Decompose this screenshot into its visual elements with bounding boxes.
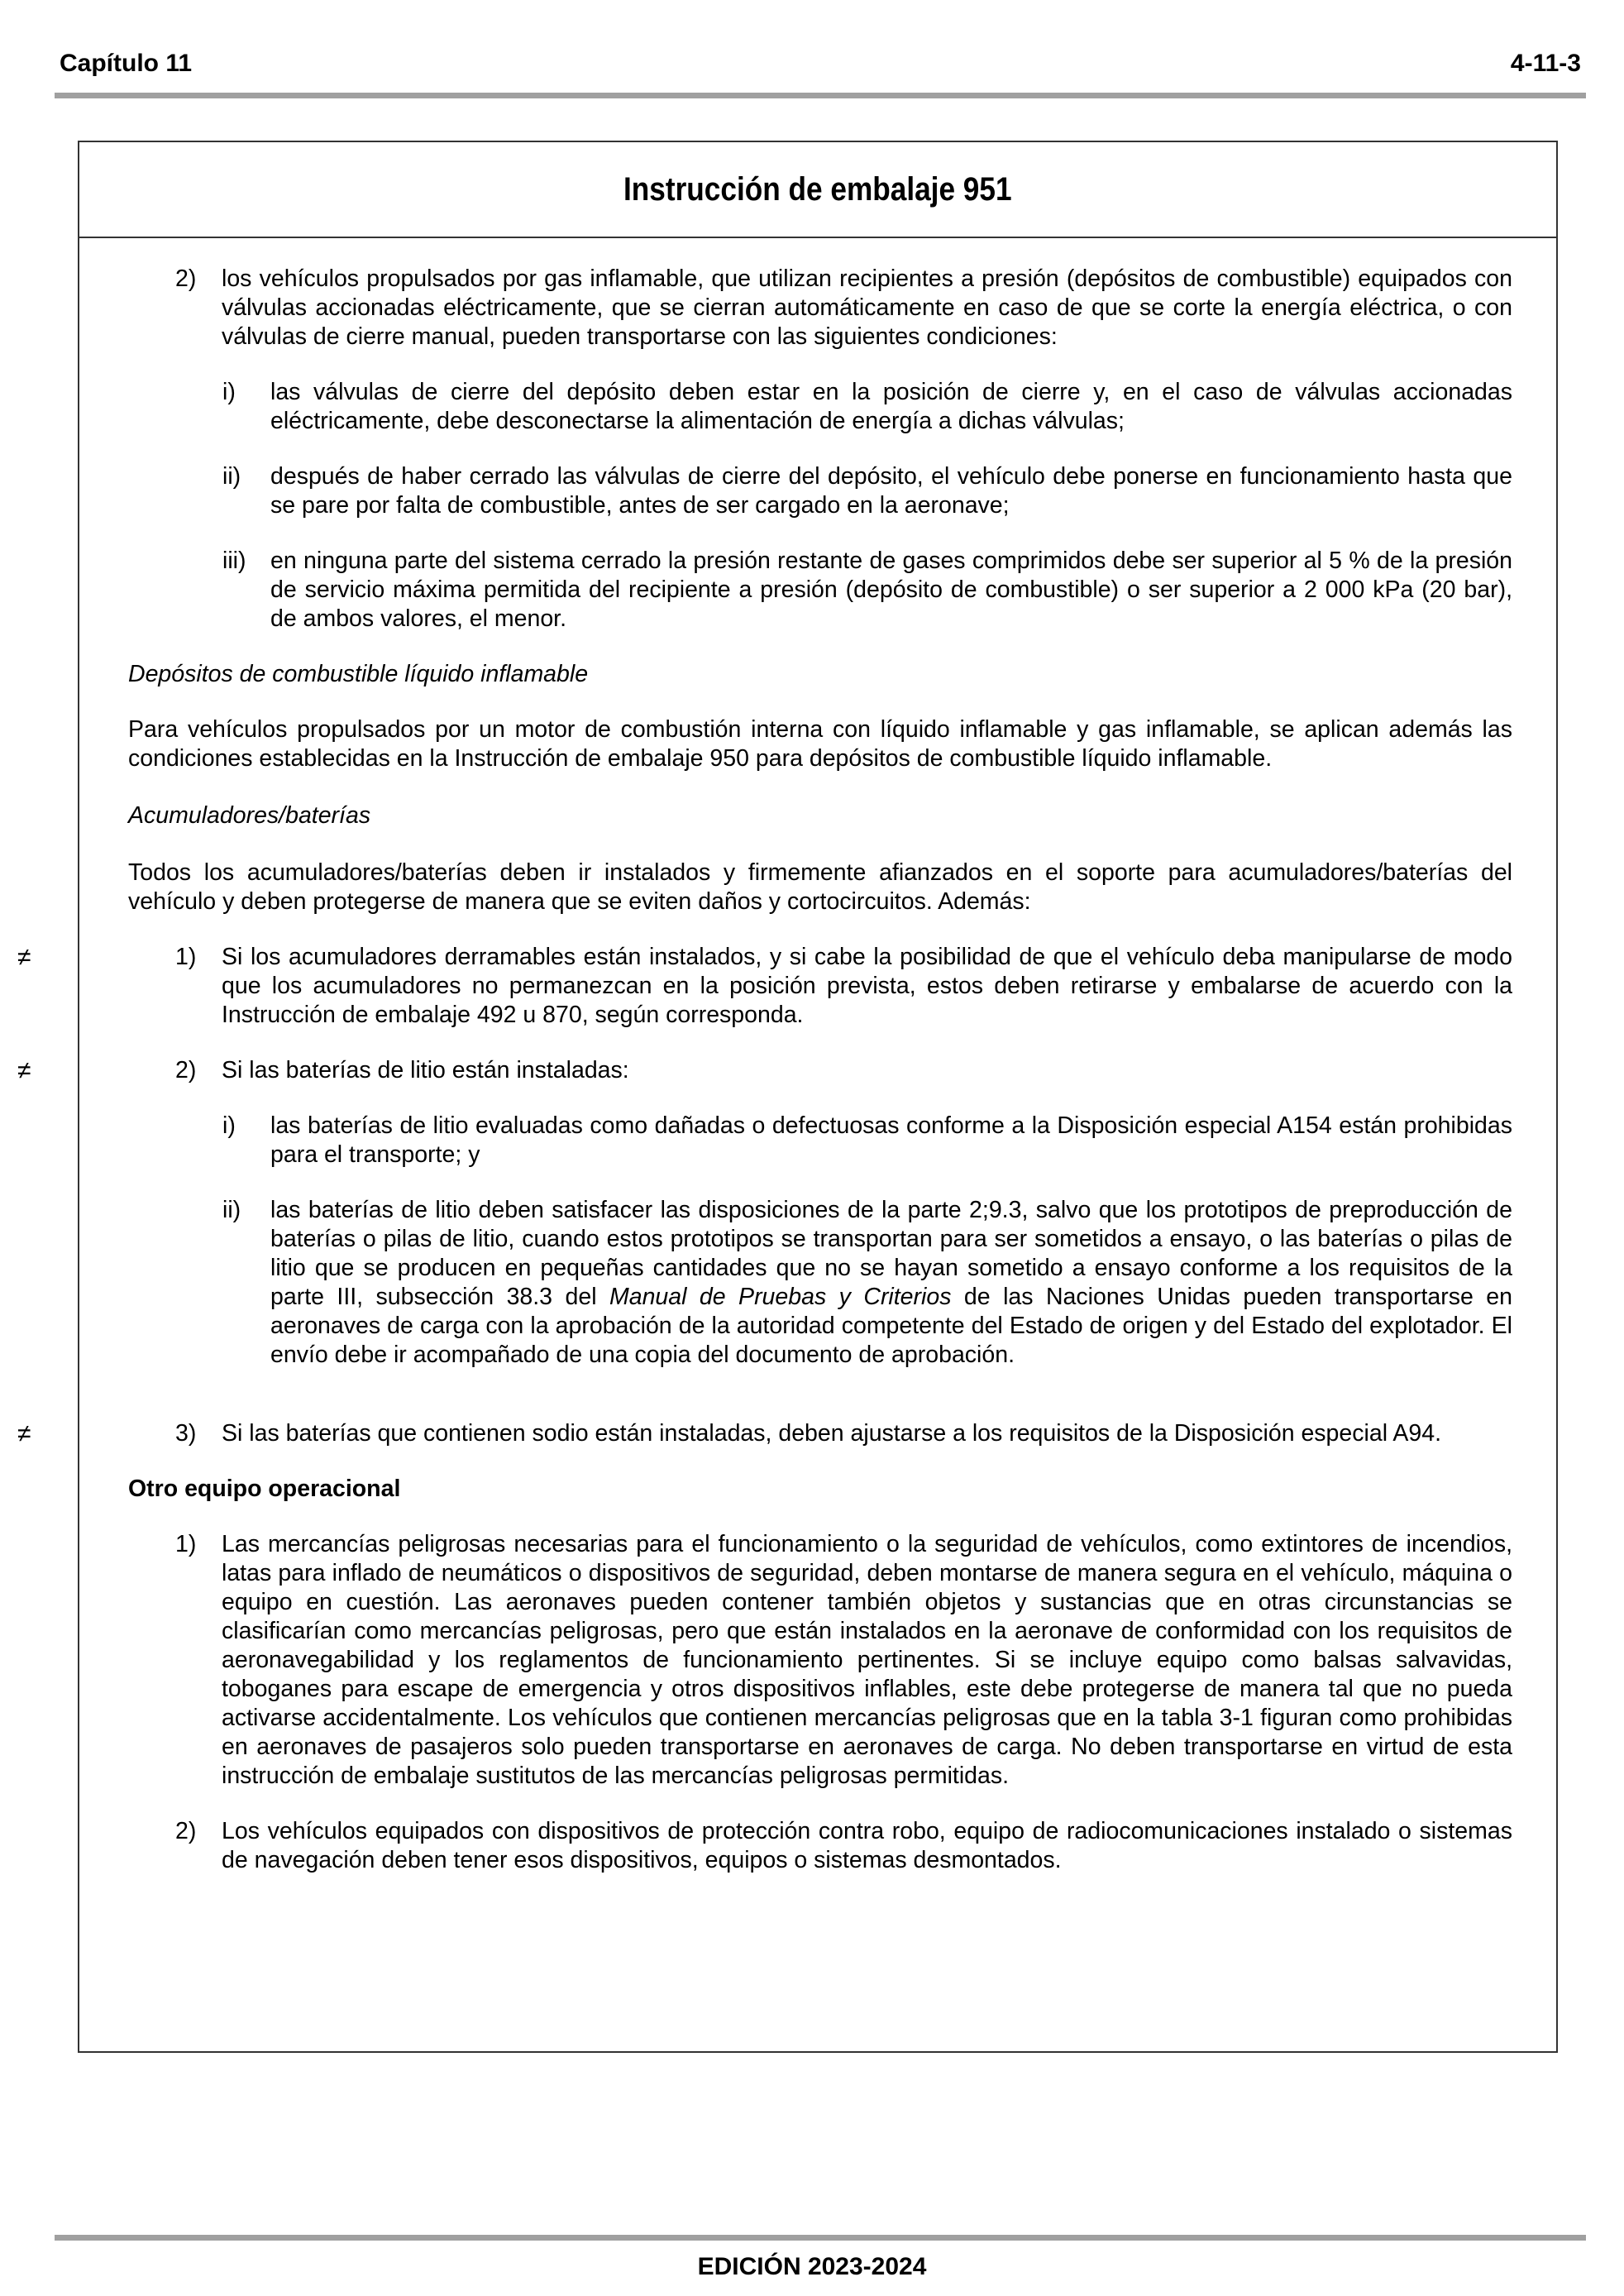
chapter-label: Capítulo 11 [60, 50, 193, 77]
edition-label: EDICIÓN 2023-2024 [697, 2253, 927, 2280]
header-rule [55, 93, 1586, 98]
list-item [128, 265, 1512, 352]
list-item [128, 1817, 1512, 1875]
item-text: Las mercancías peligrosas necesarias para el funcionamiento o la seguridad de vehículos, como extintores de incendios, latas para inflado de neumáticos o dispositivos de seguridad, deben montarse de manera segura en el vehículo, máquina o equipo en cuestión. Las aeronaves pueden contener también objetos y sustancias que en otras circunstancias se clasificarían como mercancías peligrosas, pero que están instalados en la aeronave de conformidad con los requisitos de aeronavegabilidad y los reglamentos de funcionamiento pertinentes. Si se incluye equipo como balsas salvavidas, toboganes para escape de emergencia y otros dispositivos inflables, este debe protegerse de manera tal que no pueda activarse accidentalmente. Los vehículos que contienen mercancías peligrosas que en la tabla 3-1 figuran como prohibidas en aeronaves de pasajeros solo pueden transportarse en aeronaves de carga. No deben transportarse en virtud de esta instrucción de embalaje sustitutos de las mercancías peligrosas permitidas. [222, 1531, 1512, 1789]
item-number: i) [222, 379, 236, 405]
item-number: 2) [175, 265, 197, 292]
section-heading-other-equipment: Otro equipo operacional [128, 1476, 401, 1502]
item-number: 1) [175, 1531, 197, 1557]
item-text: las baterías de litio evaluadas como dañadas o defectuosas conforme a la Disposición especial A154 están prohibidas para el transporte; y [270, 1112, 1512, 1168]
sub-list-item [128, 1196, 1512, 1370]
item-number: 2) [175, 1057, 197, 1083]
fuel-paragraph: Para vehículos propulsados por un motor de combustión interna con líquido inflamable y gas inflamable, se aplican además las condiciones establecidas en la Instrucción de embalaje 950 para depósitos de combustible líquido inflamable. [128, 716, 1512, 772]
instruction-body [17, 265, 1512, 1875]
change-mark: ≠ [17, 1057, 31, 1084]
item-text: después de haber cerrado las válvulas de cierre del depósito, el vehículo debe ponerse en funcionamiento hasta que se pare por falta de combustible, antes de ser cargado en la aeronave; [270, 463, 1512, 519]
instruction-title: Instrucción de embalaje 951 [623, 170, 1012, 208]
footer-rule [55, 2235, 1586, 2241]
change-mark: ≠ [17, 1420, 31, 1447]
instruction-box [17, 141, 1558, 2053]
item-text: Si las baterías de litio están instaladas: [222, 1057, 629, 1083]
item-text-part: de las Naciones Unidas pueden transportarse en aeronaves de carga con la aprobación de la autoridad competente del Estado de origen y del Estado del explotador. El envío debe ir acompañado de una copia del documento de aprobación. [270, 1284, 1512, 1368]
manual-title: Manual de Pruebas y Criterios [609, 1284, 952, 1310]
item-number: iii) [222, 548, 246, 574]
list-item [17, 943, 1512, 1030]
batteries-paragraph: Todos los acumuladores/baterías deben ir instalados y firmemente afianzados en el soporte para acumuladores/baterías del vehículo y deben protegerse de manera que se eviten daños y cortocircuitos. Además: [128, 859, 1512, 915]
item-text: Los vehículos equipados con dispositivos de protección contra robo, equipo de radiocomunicaciones instalado o sistemas de navegación deben tener esos dispositivos, equipos o sistemas desmontados. [222, 1818, 1512, 1873]
instruction-title-bar [79, 142, 1556, 238]
item-text: los vehículos propulsados por gas inflamable, que utilizan recipientes a presión (depósitos de combustible) equipados con válvulas accionadas eléctricamente, que se cierran automáticamente en caso de que se corte la energía eléctrica, o con válvulas de cierre manual, pueden transportarse con las siguientes condiciones: [222, 265, 1512, 350]
sub-list-item [128, 547, 1512, 634]
item-number: 3) [175, 1420, 197, 1447]
sub-list-item [128, 1112, 1512, 1170]
item-text: las válvulas de cierre del depósito deben estar en la posición de cierre y, en el caso de válvulas accionadas eléctricamente, debe desconectarse la alimentación de energía a dichas válvulas; [270, 379, 1512, 434]
item-text-part: las baterías de litio deben satisfacer las disposiciones de la parte 2;9.3, salvo que los prototipos de preproducción de baterías o pilas de litio, cuando estos prototipos se transportan para ser sometidos a ensayo, o las baterías o pilas de litio que se producen en pequeñas cantidades que no se hayan sometido a ensayo conforme a los requisitos de la parte III, subsección 38.3 del [270, 1197, 1512, 1310]
item-text: en ninguna parte del sistema cerrado la presión restante de gases comprimidos debe ser superior al 5 % de la presión de servicio máxima permitida del recipiente a presión (depósito de combustible) o ser superior a 2 000 kPa (20 bar), de ambos valores, el menor. [270, 548, 1512, 632]
page-number: 4-11-3 [1510, 50, 1581, 77]
list-item [17, 1419, 1512, 1448]
item-number: 1) [175, 944, 197, 970]
item-text: Si las baterías que contienen sodio están instaladas, deben ajustarse a los requisitos de la Disposición especial A94. [222, 1420, 1442, 1447]
section-heading-fuel: Depósitos de combustible líquido inflamable [128, 661, 589, 687]
item-number: i) [222, 1112, 236, 1139]
section-heading-batteries: Acumuladores/baterías [128, 802, 371, 829]
change-mark: ≠ [17, 944, 31, 971]
list-item [128, 1530, 1512, 1791]
item-text [270, 1197, 1512, 1368]
list-item [17, 1056, 1512, 1085]
item-number: 2) [175, 1818, 197, 1844]
item-text: Si los acumuladores derramables están instalados, y si cabe la posibilidad de que el vehículo deba manipularse de modo que los acumuladores no permanezcan en la posición prevista, estos deben retirarse y embalarse de acuerdo con la Instrucción de embalaje 492 u 870, según corresponda. [222, 944, 1512, 1028]
item-number: ii) [222, 463, 241, 490]
sub-list-item [128, 462, 1512, 520]
item-number: ii) [222, 1197, 241, 1223]
sub-list-item [128, 378, 1512, 436]
